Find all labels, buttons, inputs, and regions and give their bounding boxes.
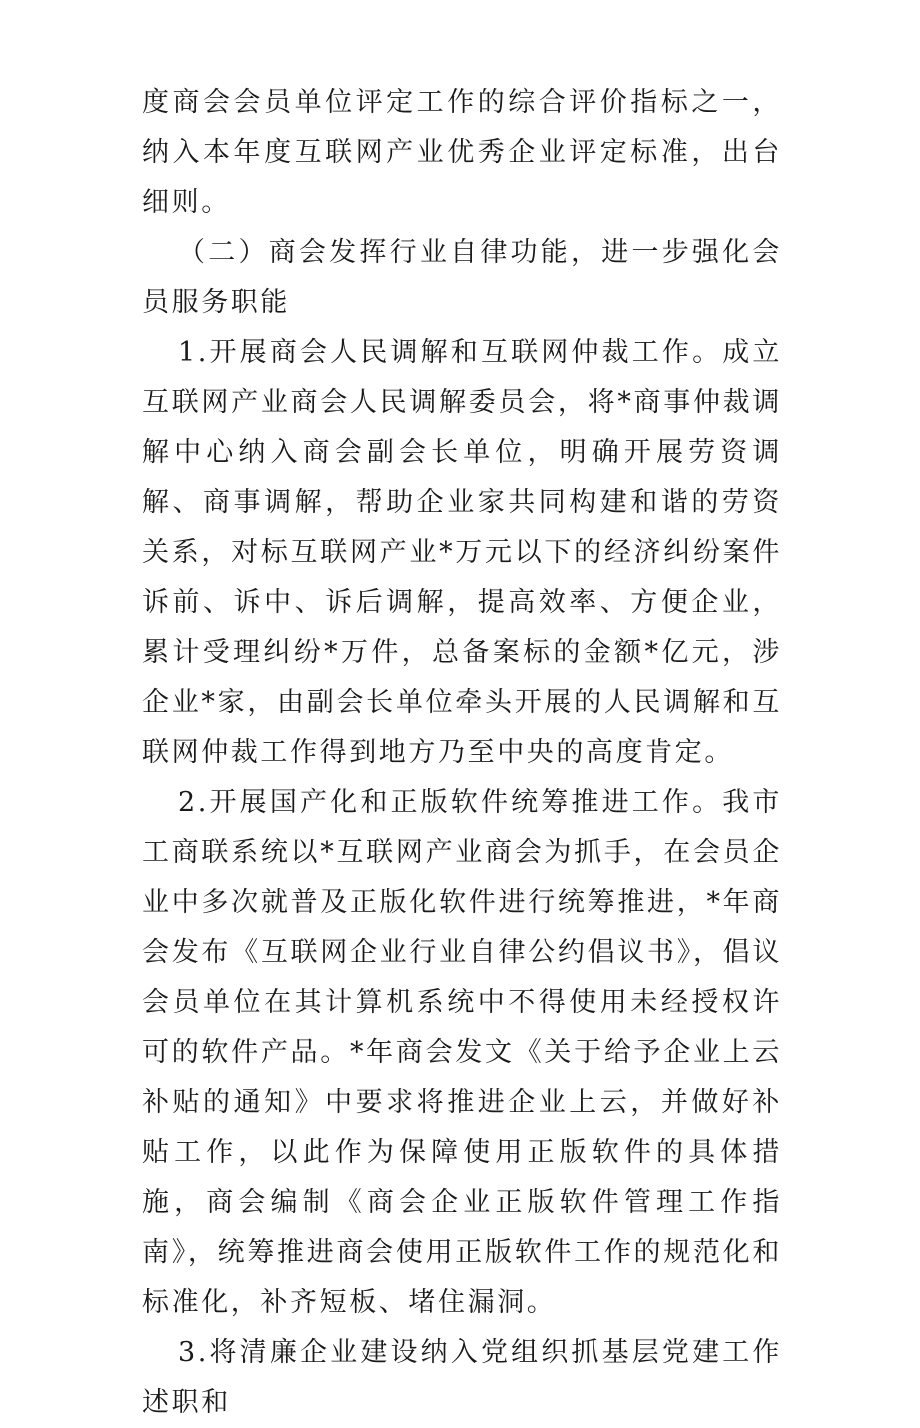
paragraph-item-1: 1.开展商会人民调解和互联网仲裁工作。成立互联网产业商会人民调解委员会，将*商事仲裁调解中心纳入商会副会长单位，明确开展劳资调解、商事调解，帮助企业家共同构建和谐的劳资关系，对标互联网产业*万元以下的经济纠纷案件诉前、诉中、诉后调解，提高效率、方便企业，累计受理纠纷*万件，总备案标的金额*亿元，涉企业*家，由副会长单位牵头开展的人民调解和互联网仲裁工作得到地方乃至中央的高度肯定。 xyxy=(142,337,782,768)
paragraph-continuation: 度商会会员单位评定工作的综合评价指标之一，纳入本年度互联网产业优秀企业评定标准，出台细则。 xyxy=(142,87,782,218)
paragraph-item-2: 2.开展国产化和正版软件统筹推进工作。我市工商联系统以*互联网产业商会为抓手，在会员企业中多次就普及正版化软件进行统筹推进，*年商会发布《互联网企业行业自律公约倡议书》，倡议会员单位在其计算机系统中不得使用未经授权许可的软件产品。*年商会发文《关于给予企业上云补贴的通知》中要求将推进企业上云，并做好补贴工作，以此作为保障使用正版软件的具体措施，商会编制《商会企业正版软件管理工作指南》，统筹推进商会使用正版软件工作的规范化和标准化，补齐短板、堵住漏洞。 xyxy=(142,787,782,1318)
paragraph-item-3: 3.将清廉企业建设纳入党组织抓基层党建工作述职和 xyxy=(142,1337,782,1418)
document-page xyxy=(142,78,782,1428)
section-heading: （二）商会发挥行业自律功能，进一步强化会员服务职能 xyxy=(142,237,782,318)
